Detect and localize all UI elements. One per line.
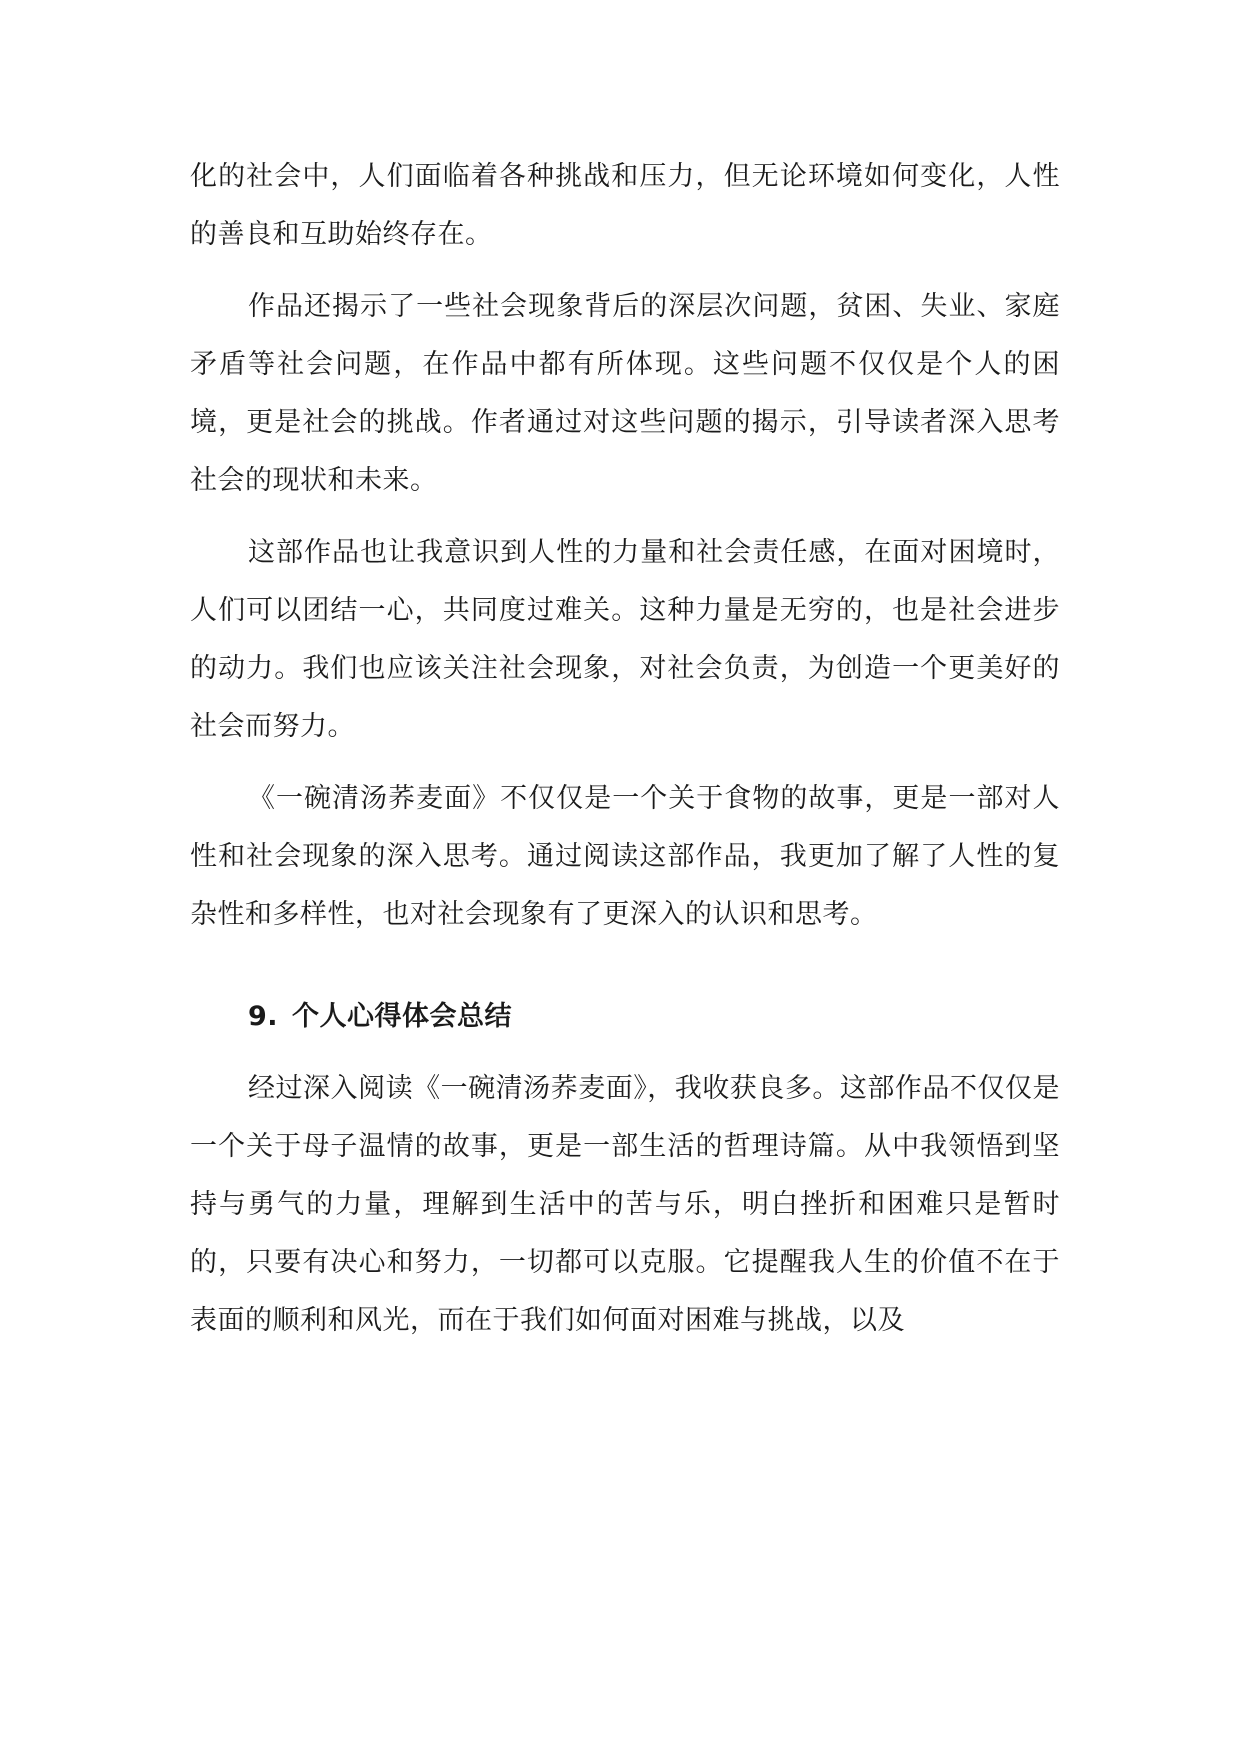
paragraph-continuation: 化的社会中，人们面临着各种挑战和压力，但无论环境如何变化，人性的善良和互助始终存在。 bbox=[190, 161, 1060, 250]
paragraph-social-problems: 作品还揭示了一些社会现象背后的深层次问题，贫困、失业、家庭矛盾等社会问题，在作品中都有所体现。这些问题不仅仅是个人的困境，更是社会的挑战。作者通过对这些问题的揭示，引导读者深入思考社会的现状和未来。 bbox=[190, 291, 1060, 496]
section-heading bbox=[190, 988, 1060, 1046]
section-title: 个人心得体会总结 bbox=[292, 1001, 513, 1032]
paragraph-human-strength: 这部作品也让我意识到人性的力量和社会责任感，在面对困境时，人们可以团结一心，共同度过难关。这种力量是无穷的，也是社会进步的动力。我们也应该关注社会现象，对社会负责，为创造一个更美好的社会而努力。 bbox=[190, 537, 1060, 742]
section-number: 9. bbox=[248, 1001, 279, 1032]
document-body bbox=[190, 148, 1060, 1350]
paragraph-reflection: 《一碗清汤荞麦面》不仅仅是一个关于食物的故事，更是一部对人性和社会现象的深入思考。通过阅读这部作品，我更加了解了人性的复杂性和多样性，也对社会现象有了更深入的认识和思考。 bbox=[190, 783, 1060, 930]
paragraph-summary: 经过深入阅读《一碗清汤荞麦面》，我收获良多。这部作品不仅仅是一个关于母子温情的故事，更是一部生活的哲理诗篇。从中我领悟到坚持与勇气的力量，理解到生活中的苦与乐，明白挫折和困难只是暂时的，只要有决心和努力，一切都可以克服。它提醒我人生的价值不在于表面的顺利和风光，而在于我们如何面对困难与挑战，以及 bbox=[190, 1073, 1060, 1336]
